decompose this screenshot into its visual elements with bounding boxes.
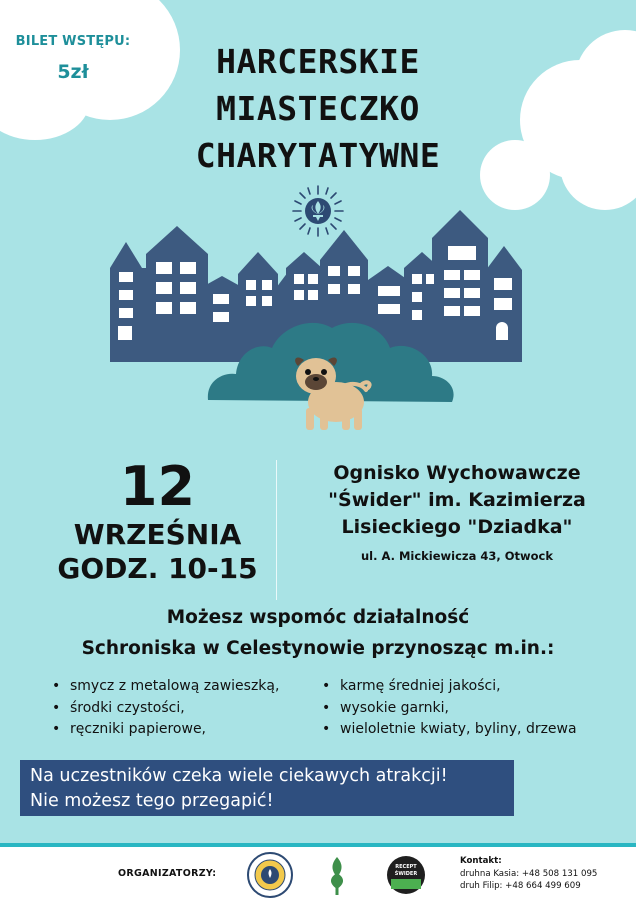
title-line-3: CHARYTATYWNE: [195, 136, 441, 175]
headline-line-1: Możesz wspomóc działalność: [166, 607, 470, 628]
contact-block: [460, 855, 597, 893]
list-item: • karmę średniej jakości,: [322, 676, 577, 698]
venue-block: [292, 460, 622, 563]
headline-line-2: Schroniska w Celestynowie przynosząc m.in.:: [81, 638, 555, 659]
organizers-label: ORGANIZATORZY:: [118, 868, 217, 879]
banner-line-1: Na uczestników czeka wiele ciekawych atrakcji!: [30, 766, 448, 786]
list-item: • środki czystości,: [52, 698, 279, 720]
venue-line-3: Lisieckiego "Dziadka": [341, 516, 573, 538]
banner-line-2: Nie możesz tego przegapić!: [30, 791, 274, 811]
list-item: • smycz z metalową zawieszką,: [52, 676, 279, 698]
event-hours: GODZ. 10-15: [57, 552, 258, 585]
list-item: • wieloletnie kwiaty, byliny, drzewa: [322, 719, 577, 741]
fleur-de-lis-icon: [293, 186, 343, 236]
venue-address: ul. A. Mickiewicza 43, Otwock: [360, 549, 554, 563]
logo-lettering: RECEPT: [395, 864, 417, 870]
event-day: 12: [119, 455, 196, 518]
title-line-2: MIASTECZKO: [216, 89, 420, 128]
poster-title: [140, 38, 496, 179]
recept-swider-logo: [386, 853, 426, 897]
title-line-1: HARCERSKIE: [216, 42, 420, 81]
ticket-label: BILET WSTĘPU:: [15, 34, 131, 49]
donation-list-left: [52, 676, 279, 741]
footer: [0, 843, 636, 900]
list-item: • ręczniki papierowe,: [52, 719, 279, 741]
town-illustration: [0, 176, 636, 436]
contact-line-1: druhna Kasia: +48 508 131 095: [460, 868, 598, 879]
ticket-info: [8, 34, 138, 83]
scout-tree-logo: [324, 855, 350, 897]
attractions-banner: [20, 760, 514, 816]
contact-line-2: druh Filip: +48 664 499 609: [460, 881, 581, 891]
date-block: [40, 455, 275, 586]
logo-lettering: ŚWIDER: [394, 871, 418, 877]
event-month: WRZEŚNIA: [73, 518, 242, 551]
ticket-price: 5zł: [57, 61, 89, 83]
list-item: • wysokie garnki,: [322, 698, 577, 720]
contact-title: Kontakt:: [460, 856, 502, 866]
donation-headline: [0, 602, 636, 664]
venue-line-2: "Świder" im. Kazimierza: [328, 489, 586, 511]
venue-line-1: Ognisko Wychowawcze: [333, 462, 581, 484]
vertical-divider: [276, 460, 277, 600]
organizer-logo-badge: [246, 851, 294, 899]
donation-list-right: [322, 676, 577, 741]
